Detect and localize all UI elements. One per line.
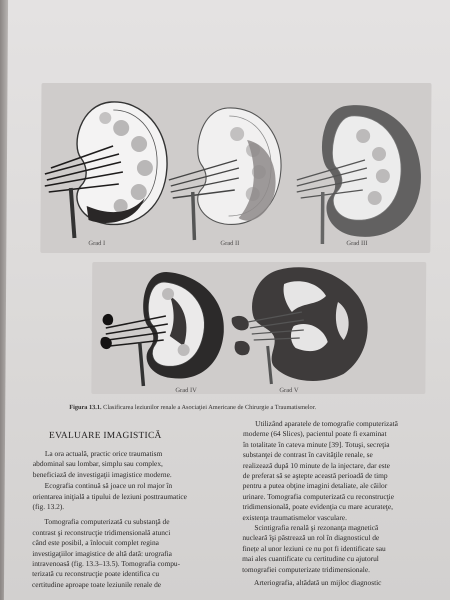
text-line: Tomografia computerizată cu substanţă de [44, 517, 170, 527]
text-line: existenţa traumatismelor vasculare. [242, 512, 347, 522]
figure-caption-text: Clasificarea leziunilor renale a Asociaţiei Americane de Chirurgie a Traumatismelor. [103, 404, 317, 411]
right-paragraph-3 [242, 578, 442, 588]
text-line: de preferat să se aştepte această perioadă de timp [242, 471, 388, 481]
text-line: contrast şi reconstrucţie tridimensională atunci [32, 527, 171, 537]
text-line: certitudine aproape toate leziunile renale de [31, 579, 162, 589]
left-paragraph-1 [33, 449, 223, 480]
grade-1-label: Grad I [88, 240, 106, 247]
text-line: în totalitate în cateva minute [39]. Totuşi, secreţia [242, 439, 390, 449]
right-paragraph-2 [242, 523, 442, 575]
text-line: când este posibil, a înlocuit complet regina [32, 538, 159, 548]
kidney-grade-3-illustration [292, 96, 433, 244]
text-line: orientarea iniţială a tipului de leziuni posttraumatice [32, 491, 187, 501]
text-line: Utilizând aparatele de tomografie computerizată [255, 419, 398, 428]
kidney-grade-2-illustration [166, 100, 287, 240]
grade-4-label: Grad IV [175, 387, 197, 394]
right-text-column [242, 419, 443, 589]
text-line: Scintigrafia renală şi rezonanţa magnetică [254, 523, 379, 533]
kidney-grade-1-illustration [40, 88, 171, 238]
text-line: Ecografia continuă să joace un rol major în [44, 481, 173, 491]
text-line: beneficiază de investigaţii imagistice moderne. [32, 469, 172, 479]
figure-caption [69, 404, 399, 411]
grade-5-label: Grad V [279, 387, 299, 394]
text-line: tomografiei computerizate tridimensionale. [242, 564, 371, 574]
text-line: mai ales cuantificate cu certitudine cu ajutorul [242, 554, 379, 564]
text-line: finețe al unor leziuni ce nu pot fi identificate sau [242, 543, 386, 553]
text-line: nucleară îşi păstrează un rol în diagnosticul de [242, 533, 380, 543]
grade-3-label: Grad III [346, 240, 368, 247]
text-line: abdominal sau lombar, simplu sau complex, [32, 459, 163, 469]
left-text-column [32, 449, 223, 590]
text-line: pentru a putea obţine imagini detaliate, ale căilor [242, 481, 388, 491]
text-line: La ora actuală, practic orice traumatism [44, 449, 163, 458]
text-line: moderne (64 Slices), pacientul poate fi examinat [243, 429, 387, 439]
text-line: realizează după 10 minute de la injectare, dar este [242, 460, 391, 470]
text-line: investigaţiilor imagistice de altă dată: urografia [32, 548, 173, 558]
right-paragraph-1 [242, 419, 443, 523]
left-paragraph-3 [32, 517, 223, 590]
text-line: substanţei de contrast în cavităţile renale, se [242, 450, 373, 460]
kidney-grade-5-illustration [227, 262, 418, 384]
left-paragraph-2 [33, 481, 223, 512]
text-line: (fig. 13.2). [32, 502, 65, 512]
section-heading: EVALUARE IMAGISTICĂ [49, 431, 162, 441]
text-line: tridimensională, poate evidenţia cu mare acurateţe, [242, 502, 394, 512]
text-line: intravenoasă (fig. 13.3–13.5). Tomografia compu- [32, 559, 181, 569]
book-page [4, 0, 450, 600]
figure-caption-label: Figura 13.1. [69, 404, 102, 411]
text-line: urinare. Tomografia computerizată cu reconstrucţie [242, 491, 395, 501]
kidney-grade-4-illustration [99, 266, 230, 386]
text-line: terizată cu reconstrucţie poate identifica cu [32, 569, 160, 579]
grade-2-label: Grad II [220, 240, 240, 247]
text-line: Arteriografia, altădată un mijloc diagnostic [253, 578, 382, 588]
